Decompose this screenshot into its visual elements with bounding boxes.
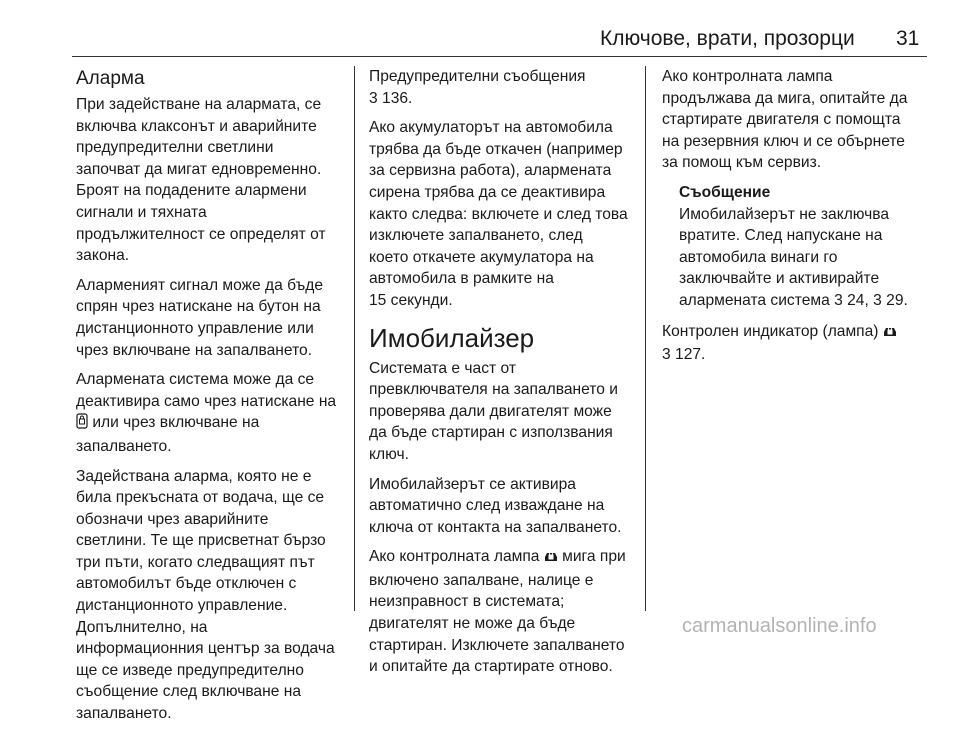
header-title: Ключове, врати, прозорци — [600, 27, 855, 50]
column-divider — [354, 66, 355, 611]
page-ref-arrow-icon: 3 — [873, 291, 882, 309]
paragraph: Ако акумулаторът на автомобила трябва да бъде откачен (например за сервизна работа), алармената сирена трябва да се деактивира както следва: включете и след това изключете запалването, след което откачете акумулатора на автомобила в рамките на 15 секунди. — [369, 119, 628, 309]
lock-button-icon — [76, 413, 88, 436]
paragraph-text: 127. — [670, 346, 706, 364]
paragraph: Ако контролната лампа продължава да мига, опитайте да стартирате двигателя с помощта на резервния ключ и се обърнете за помощ към сервиз. — [662, 68, 908, 172]
page-ref-arrow-icon: 3 — [369, 89, 378, 107]
paragraph-text: 136. — [377, 89, 413, 107]
column-2 — [369, 66, 641, 686]
paragraph — [76, 369, 348, 457]
paragraph: При задействане на алармата, се включва клаксонът и аварийните предупредителни светлини започват да мигат едновременно. Броят на подадените алармени сигнали и тяхната продължителност се определят от закона. — [76, 96, 326, 265]
note-title: Съобщение — [679, 183, 771, 201]
column-3 — [662, 66, 934, 374]
paragraph: Имобилайзерът се активира автоматично след изваждане на ключа от контакта на запалването. — [369, 475, 622, 536]
page-number: 31 — [896, 27, 920, 50]
page-ref-arrow-icon: 3 — [662, 346, 671, 364]
paragraph — [369, 546, 641, 678]
paragraph-text: Алармената система може да се деактивира само чрез натискане на — [76, 371, 337, 410]
paragraph — [369, 66, 641, 109]
immobilizer-lamp-icon — [544, 548, 558, 570]
paragraph — [662, 321, 934, 366]
paragraph-text: Контролен индикатор (лампа) — [662, 322, 883, 340]
header-divider — [72, 56, 927, 57]
paragraph: Алармeният сигнал може да бъде спрян чрез натискане на бутон на дистанционното управление или чрез включване на запалването. — [76, 276, 324, 359]
paragraph-text: Ако контролната лампа — [369, 548, 544, 566]
page-ref-arrow-icon: 3 — [834, 291, 843, 309]
paragraph-text: Предупредителни съобщения — [369, 68, 586, 85]
column-1 — [76, 66, 348, 733]
section-heading-immobilizer: Имобилайзер — [369, 322, 535, 353]
paragraph: Системата е част от превключвателя на запалването и проверява дали двигателят може да бъде стартиран с използвания ключ. — [369, 359, 618, 463]
column-divider — [645, 66, 646, 611]
paragraph-text: или чрез включване на запалването. — [76, 414, 260, 455]
paragraph: Задействана аларма, която не е била прекъсната от водача, ще се обозначи чрез аварийните светлини. Те ще присветнат бързо три пъти, когато следващият път автомобилът бъде отключен с дистанционното управление. Допълнително, на информационния център за водача ще се изведе предупредително съобщение след включване на запалването. — [76, 467, 335, 723]
note-text: Имобилайзерът не заключва вратите. След напускане на автомобила винаги го заключвайте и активирайте алармената система 3 24, 3 29. — [679, 205, 908, 309]
note-box — [662, 182, 934, 312]
paragraph-text: мига при включено запалване, налице е неизправност в системата; двигателят не може да бъде стартиран. Изключете запалването и опитайте да стартирате отново. — [369, 548, 626, 676]
watermark: carmanualsonline.info — [682, 615, 877, 637]
section-heading-alarm: Аларма — [76, 68, 145, 89]
immobilizer-lamp-icon — [883, 323, 897, 345]
